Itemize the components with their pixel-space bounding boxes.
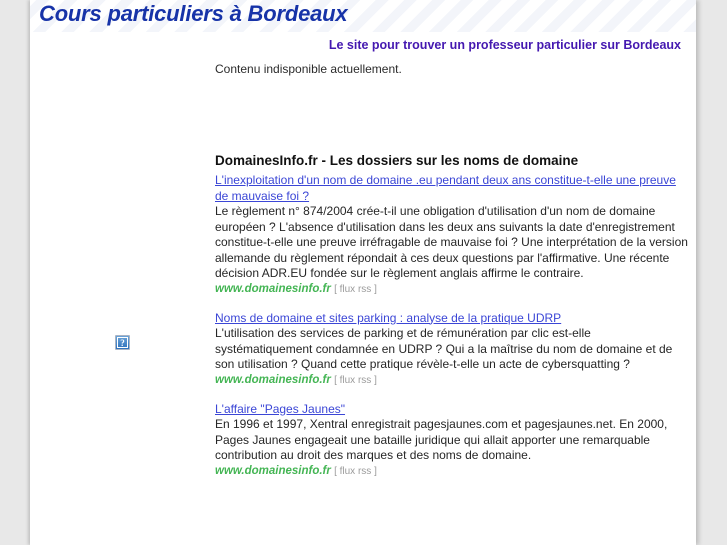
- site-banner: [30, 0, 696, 32]
- article-source-line: [215, 282, 688, 297]
- article-item: [215, 173, 688, 297]
- article-link[interactable]: Noms de domaine et sites parking : analyse de la pratique UDRP: [215, 310, 562, 325]
- left-sidebar: [30, 60, 215, 545]
- article-summary: En 1996 et 1997, Xentral enregistrait pagesjaunes.com et pagesjaunes.net. En 2000, Pages Jaunes engageait une bataille juridique qui allait apporter une remarquable contribution au droit des marques et des noms de domaine.: [215, 417, 668, 462]
- source-site-link[interactable]: www.domainesinfo.fr: [215, 373, 331, 386]
- site-title: Cours particuliers à Bordeaux: [39, 1, 348, 26]
- rss-feed-link[interactable]: [ flux rss ]: [334, 283, 377, 295]
- article-source-line: [215, 373, 688, 388]
- broken-image-glyph: ?: [117, 337, 128, 348]
- unavailable-notice: Contenu indisponible actuellement.: [215, 62, 402, 76]
- article-source-line: [215, 464, 688, 479]
- rss-feed-link[interactable]: [ flux rss ]: [334, 465, 377, 477]
- site-tagline: Le site pour trouver un professeur particulier sur Bordeaux: [328, 38, 681, 52]
- broken-image-icon: [115, 335, 130, 350]
- article-link[interactable]: L'inexploitation d'un nom de domaine .eu pendant deux ans constitue-t-elle une preuve de mauvaise foi ?: [215, 173, 676, 203]
- article-link[interactable]: L'affaire "Pages Jaunes": [215, 401, 346, 416]
- main-content: [215, 60, 696, 493]
- source-site-link[interactable]: www.domainesinfo.fr: [215, 464, 331, 477]
- source-site-link[interactable]: www.domainesinfo.fr: [215, 282, 331, 295]
- article-summary: Le règlement n° 874/2004 crée-t-il une obligation d'utilisation d'un nom de domaine européen ? L'absence d'utilisation dans les deux ans suivants la date d'enregistrement constitue-t-elle une preuve irréfragable de mauvaise foi ? Une interprétation de la version allemande du règlement répondait à ces deux questions par l'affirmative. Une récente décision ADR.EU fondée sur le règlement anglais affirme le contraire.: [215, 204, 688, 280]
- content-area: [30, 60, 696, 545]
- feed-block: [215, 153, 688, 479]
- article-item: [215, 311, 688, 388]
- article-summary: L'utilisation des services de parking et de rémunération par clic est-elle systématiquement condamnée en UDRP ? Qui a la maîtrise du nom de domaine et de son utilisation ? Quand cette pratique révèle-t-elle un acte de cybersquatting ?: [215, 326, 673, 371]
- article-item: [215, 402, 688, 479]
- rss-feed-link[interactable]: [ flux rss ]: [334, 374, 377, 386]
- feed-heading: DomainesInfo.fr - Les dossiers sur les noms de domaine: [215, 153, 579, 168]
- page-frame: [30, 0, 696, 545]
